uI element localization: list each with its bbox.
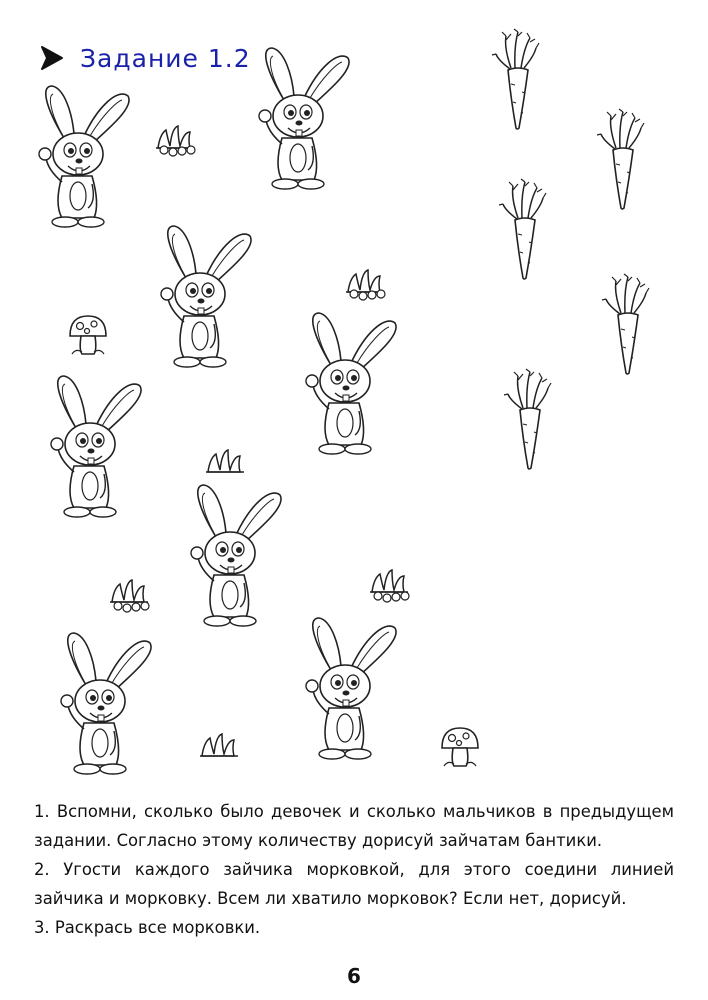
mushroom-2 xyxy=(442,728,478,766)
grass-2 xyxy=(346,270,385,300)
grass-3 xyxy=(206,450,244,472)
carrot-1 xyxy=(492,29,539,129)
page-number: 6 xyxy=(347,964,361,988)
task-title: Задание 1.2 xyxy=(80,43,251,73)
carrot-2 xyxy=(597,109,644,209)
instruction-1: 1. Вспомни, сколько было девочек и сколько мальчиков в предыдущем задании. Согласно этому количеству дорисуй зайчатам бантики. xyxy=(34,802,674,850)
grass-5 xyxy=(370,570,409,602)
bunny-7 xyxy=(61,633,151,774)
grass-6 xyxy=(200,734,238,756)
bunny-6 xyxy=(191,485,281,626)
instruction-2: 2. Угости каждого зайчика морковкой, для этого соедини линией зайчика и морковку. Всем ли хватило морковок? Если нет, дорисуй. xyxy=(34,860,674,908)
mushroom-1 xyxy=(70,316,106,354)
bunny-8 xyxy=(306,618,396,759)
instruction-3: 3. Раскрась все морковки. xyxy=(34,918,261,937)
bunny-2 xyxy=(259,48,349,189)
carrot-4 xyxy=(602,274,649,374)
carrot-3 xyxy=(499,179,546,279)
carrot-5 xyxy=(504,369,551,469)
grass-4 xyxy=(110,580,149,612)
bunny-5 xyxy=(51,376,141,517)
grass-1 xyxy=(156,126,195,156)
instructions xyxy=(34,797,674,942)
bunny-4 xyxy=(306,313,396,454)
bunny-3 xyxy=(161,226,251,367)
bunny-1 xyxy=(39,86,129,227)
